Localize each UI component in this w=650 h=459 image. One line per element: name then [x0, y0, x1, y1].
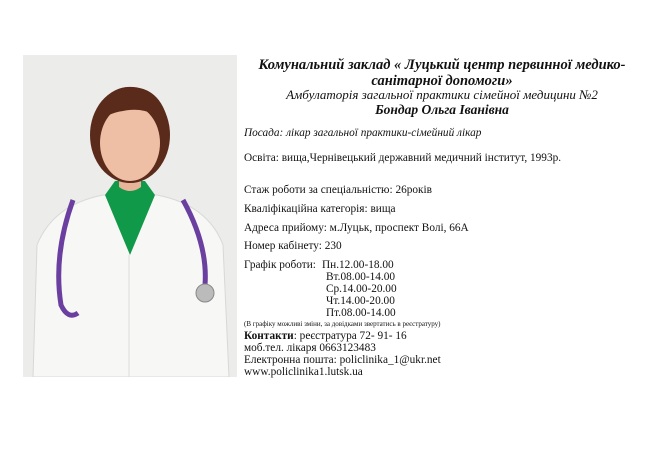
schedule-day: Пт.08.00-14.00 — [326, 307, 396, 319]
schedule-day: Ср.14.00-20.00 — [326, 283, 397, 295]
registry-phone: : реєстратура 72- 91- 16 — [293, 330, 407, 342]
schedule-day: Чт.14.00-20.00 — [326, 295, 395, 307]
doctor-photo — [23, 55, 237, 377]
qualification-category: Кваліфікаційна категорія: вища — [244, 203, 396, 215]
schedule-label: Графік роботи: — [244, 259, 316, 271]
doctor-mobile: моб.тел. лікаря 0663123483 — [244, 342, 376, 354]
contacts-label: Контакти — [244, 330, 294, 342]
address: Адреса прийому: м.Луцьк, проспект Волі, 66А — [244, 222, 469, 234]
office-number: Номер кабінету: 230 — [244, 240, 342, 252]
institution-title-line2: санітарної допомоги» — [371, 73, 513, 89]
institution-title-line1: Комунальний заклад « Луцький центр первинної медико- — [258, 57, 626, 73]
schedule-day: Пн.12.00-18.00 — [322, 259, 394, 271]
department-name: Амбулаторія загальної практики сімейної медицини №2 — [286, 87, 598, 102]
schedule-note: (В графіку можливі зміни, за довідками звертатись в реєстратуру) — [244, 320, 441, 328]
email: Електронна пошта: policlinika_1@ukr.net — [244, 354, 441, 366]
website: www.policlinika1.lutsk.ua — [244, 366, 363, 378]
contacts-registry — [244, 331, 407, 342]
doctor-name: Бондар Ольга Іванівна — [375, 102, 509, 117]
experience: Стаж роботи за спеціальністю: 26років — [244, 184, 433, 196]
schedule-day: Вт.08.00-14.00 — [326, 271, 396, 283]
position: Посада: лікар загальної практики-сімейний лікар — [244, 127, 482, 139]
education: Освіта: вища,Чернівецький державний медичний інститут, 1993р. — [244, 152, 562, 164]
